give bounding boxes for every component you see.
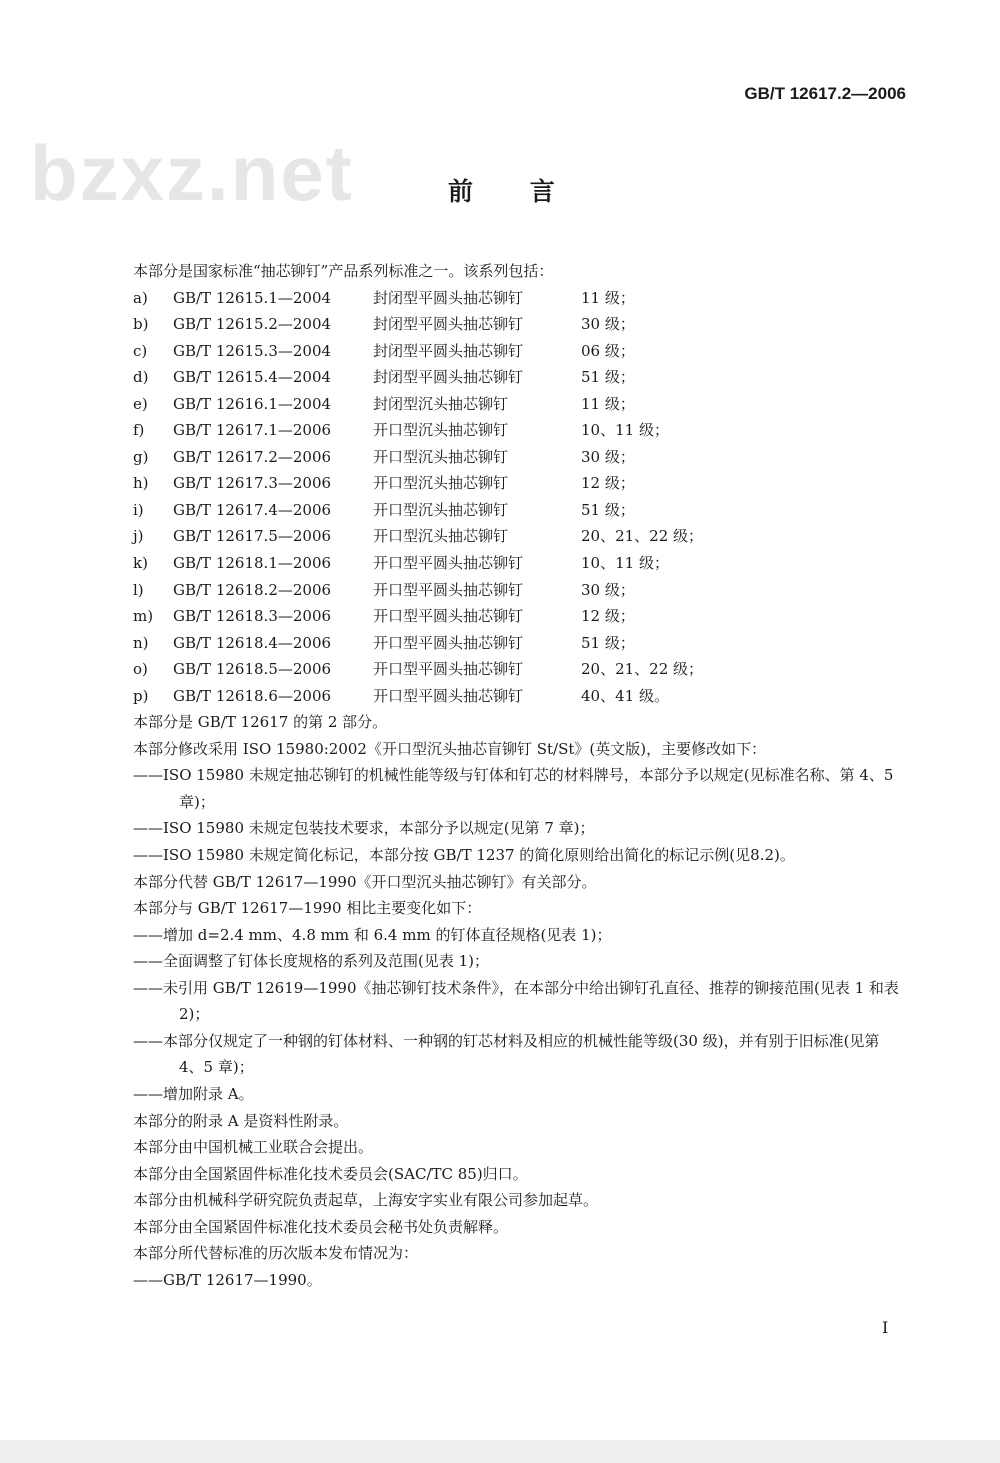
series-item-code: GB/T 12618.2—2006 [173,580,332,599]
series-item-label: g) [133,447,149,466]
dash-item: ——未引用 GB/T 12619—1990《抽芯铆钉技术条件》，在本部分中给出铆钉孔直径、推荐的铆接范围(见表 1 和表 2)； [133,978,899,1024]
series-item [133,683,908,710]
dash-item: ——本部分仅规定了一种钢的钉体材料、一种钢的钉芯材料及相应的机械性能等级(30 级)，并有别于旧标准(见第 4、5 章)； [133,1031,880,1077]
series-item-name: 封闭型平圆头抽芯铆钉 [373,368,524,387]
series-item [133,391,908,418]
document-body [133,258,908,1293]
series-item [133,550,908,577]
series-item-grade: 51 级； [581,633,635,652]
paragraph: 本部分代替 GB/T 12617—1990《开口型沉头抽芯铆钉》有关部分。 [133,872,597,891]
series-item [133,338,908,365]
series-item-label: e) [133,394,148,413]
series-item-grade: 12 级； [581,607,635,626]
series-item [133,497,908,524]
series-item-grade: 10、11 级； [581,554,669,573]
dash-item: ——ISO 15980 未规定包装技术要求，本部分予以规定(见第 7 章)； [133,819,595,838]
series-item-code: GB/T 12615.3—2004 [173,341,332,360]
series-item-label: o) [133,660,148,679]
series-item-grade: 11 级； [581,394,635,413]
series-item-grade: 40、41 级。 [581,686,669,705]
standard-number: GB/T 12617.2—2006 [744,84,906,103]
series-list [133,285,908,710]
series-item-code: GB/T 12618.5—2006 [173,660,332,679]
dash-item: ——增加 d=2.4 mm、4.8 mm 和 6.4 mm 的钉体直径规格(见表 1)； [133,925,612,944]
series-item-code: GB/T 12618.1—2006 [173,554,332,573]
series-item-code: GB/T 12615.1—2004 [173,288,332,307]
series-item-name: 开口型沉头抽芯铆钉 [373,500,509,519]
series-item [133,577,908,604]
series-item-name: 开口型平圆头抽芯铆钉 [373,686,524,705]
series-item [133,470,908,497]
dash-item: ——全面调整了钉体长度规格的系列及范围(见表 1)； [133,952,490,971]
series-item [133,656,908,683]
series-item-name: 开口型平圆头抽芯铆钉 [373,580,524,599]
series-item-code: GB/T 12618.4—2006 [173,633,332,652]
paragraph: 本部分由中国机械工业联合会提出。 [133,1138,374,1157]
page-title: 前 言 [448,177,579,206]
series-item-grade: 20、21、22 级； [581,660,704,679]
series-item-code: GB/T 12618.3—2006 [173,607,332,626]
series-item-name: 封闭型沉头抽芯铆钉 [373,394,509,413]
series-item-name: 开口型沉头抽芯铆钉 [373,421,509,440]
series-item-code: GB/T 12617.5—2006 [173,527,332,546]
series-item-name: 开口型平圆头抽芯铆钉 [373,660,524,679]
series-item-name: 封闭型平圆头抽芯铆钉 [373,341,524,360]
paragraphs [133,709,908,1293]
series-item-label: b) [133,315,149,334]
series-item-name: 封闭型平圆头抽芯铆钉 [373,315,524,334]
series-item-label: l) [133,580,144,599]
page-number: I [882,1318,889,1337]
series-item-label: a) [133,288,148,307]
paragraph: 本部分的附录 A 是资料性附录。 [133,1111,349,1130]
series-item-name: 开口型平圆头抽芯铆钉 [373,633,524,652]
viewer-bottom-band [0,1440,1000,1463]
series-item-label: f) [133,421,145,440]
series-item [133,603,908,630]
series-item-grade: 11 级； [581,288,635,307]
series-item-grade: 10、11 级； [581,421,669,440]
series-item-label: i) [133,500,144,519]
paragraph: 本部分由机械科学研究院负责起草，上海安字实业有限公司参加起草。 [133,1191,599,1210]
intro-paragraph: 本部分是国家标准“抽芯铆钉”产品系列标准之一。该系列包括： [133,262,554,280]
series-item-name: 封闭型平圆头抽芯铆钉 [373,288,524,307]
series-item-label: j) [133,527,144,546]
dash-item: ——GB/T 12617—1990。 [133,1270,322,1289]
series-item-code: GB/T 12618.6—2006 [173,686,332,705]
paragraph: 本部分所代替标准的历次版本发布情况为： [133,1244,419,1263]
series-item [133,417,908,444]
series-item-label: d) [133,368,149,387]
series-item-code: GB/T 12617.1—2006 [173,421,332,440]
series-item [133,311,908,338]
dash-item: ——增加附录 A。 [133,1084,254,1103]
series-item-name: 开口型沉头抽芯铆钉 [373,447,509,466]
series-item-name: 开口型平圆头抽芯铆钉 [373,554,524,573]
series-item-label: n) [133,633,149,652]
series-item-name: 开口型沉头抽芯铆钉 [373,474,509,493]
series-item-code: GB/T 12617.2—2006 [173,447,332,466]
series-item-grade: 30 级； [581,447,635,466]
series-item-code: GB/T 12617.4—2006 [173,500,332,519]
paragraph: 本部分由全国紧固件标准化技术委员会秘书处负责解释。 [133,1217,509,1236]
series-item-label: p) [133,686,149,705]
series-item-code: GB/T 12615.2—2004 [173,315,332,334]
series-item [133,630,908,657]
series-item-grade: 51 级； [581,500,635,519]
series-item-label: c) [133,341,148,360]
paragraph: 本部分与 GB/T 12617—1990 相比主要变化如下： [133,899,482,918]
dash-item: ——ISO 15980 未规定抽芯铆钉的机械性能等级与钉体和钉芯的材料牌号，本部分予以规定(见标准名称、第 4、5 章)； [133,766,894,811]
paragraph: 本部分是 GB/T 12617 的第 2 部分。 [133,713,388,732]
series-item-code: GB/T 12616.1—2004 [173,394,332,413]
paragraph: 本部分修改采用 ISO 15980:2002《开口型沉头抽芯盲铆钉 St/St》(英文版)，主要修改如下： [133,739,767,758]
dash-item: ——ISO 15980 未规定简化标记，本部分按 GB/T 1237 的简化原则给出简化的标记示例(见8.2)。 [133,846,795,865]
series-item-label: h) [133,474,149,493]
series-item-name: 开口型平圆头抽芯铆钉 [373,607,524,626]
series-item-grade: 51 级； [581,368,635,387]
series-item-label: m) [133,607,154,626]
series-item [133,364,908,391]
series-item-code: GB/T 12615.4—2004 [173,368,332,387]
series-item-grade: 06 级； [581,341,635,360]
series-item [133,523,908,550]
series-item-label: k) [133,554,148,573]
series-item-grade: 20、21、22 级； [581,527,704,546]
watermark: bzxz.net [30,129,354,217]
series-item [133,444,908,471]
series-item [133,285,908,312]
series-item-name: 开口型沉头抽芯铆钉 [373,527,509,546]
series-item-grade: 30 级； [581,315,635,334]
paragraph: 本部分由全国紧固件标准化技术委员会(SAC/TC 85)归口。 [133,1164,528,1183]
series-item-grade: 12 级； [581,474,635,493]
series-item-grade: 30 级； [581,580,635,599]
series-item-code: GB/T 12617.3—2006 [173,474,332,493]
